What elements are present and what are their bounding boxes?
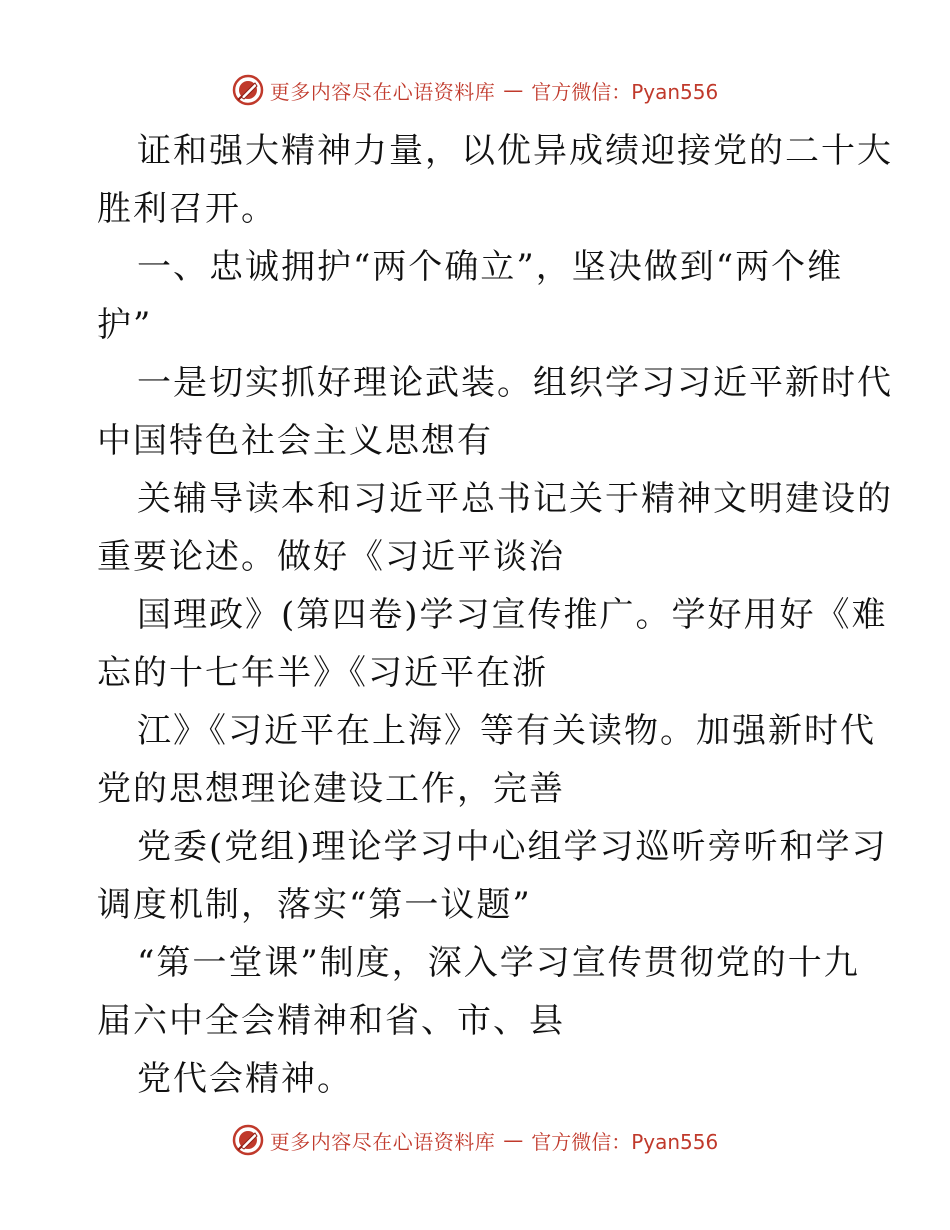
text-line: 党的思想理论建设工作，完善 [97,769,565,809]
footer-banner [0,1120,950,1160]
banner-site-text: 更多内容尽在心语资料库 [269,1129,496,1154]
text-line: “第一堂课”制度，深入学习宣传贯彻党的十九 [137,943,860,983]
text-line: 党代会精神。 [137,1059,353,1099]
quill-pen-logo-icon [232,1124,264,1156]
header-banner [0,70,950,110]
text-line: 忘的十七年半》《习近平在浙 [97,653,548,693]
text-line: 党委(党组)理论学习中心组学习巡听旁听和学习 [137,827,888,867]
section-heading-line: 护” [97,305,153,345]
quill-pen-logo-icon [232,74,264,106]
text-line: 国理政》(第四卷)学习宣传推广。学好用好《难 [137,595,888,635]
section-heading-line: 一、忠诚拥护“两个确立”，坚决做到“两个维 [137,247,844,287]
text-line: 调度机制，落实“第一议题” [97,885,532,925]
text-line: 胜利召开。 [97,189,277,229]
banner-separator: — [503,78,524,102]
footer-banner-inner [232,1124,719,1156]
document-body [97,122,893,1108]
text-line: 届六中全会精神和省、市、县 [97,1001,565,1041]
text-line: 证和强大精神力量，以优异成绩迎接党的二十大 [137,131,893,171]
text-line: 江》《习近平在上海》等有关读物。加强新时代 [137,711,876,751]
header-banner-inner [232,74,719,106]
banner-separator: — [503,1128,524,1152]
banner-site-text: 更多内容尽在心语资料库 [269,79,496,104]
text-line: 中国特色社会主义思想有 [97,421,493,461]
text-line: 重要论述。做好《习近平谈治 [97,537,565,577]
banner-wechat-text: 官方微信：Pyan556 [531,1129,719,1154]
text-line: 一是切实抓好理论武装。组织学习习近平新时代 [137,363,893,403]
banner-wechat-text: 官方微信：Pyan556 [531,79,719,104]
text-line: 关辅导读本和习近平总书记关于精神文明建设的 [137,479,893,519]
